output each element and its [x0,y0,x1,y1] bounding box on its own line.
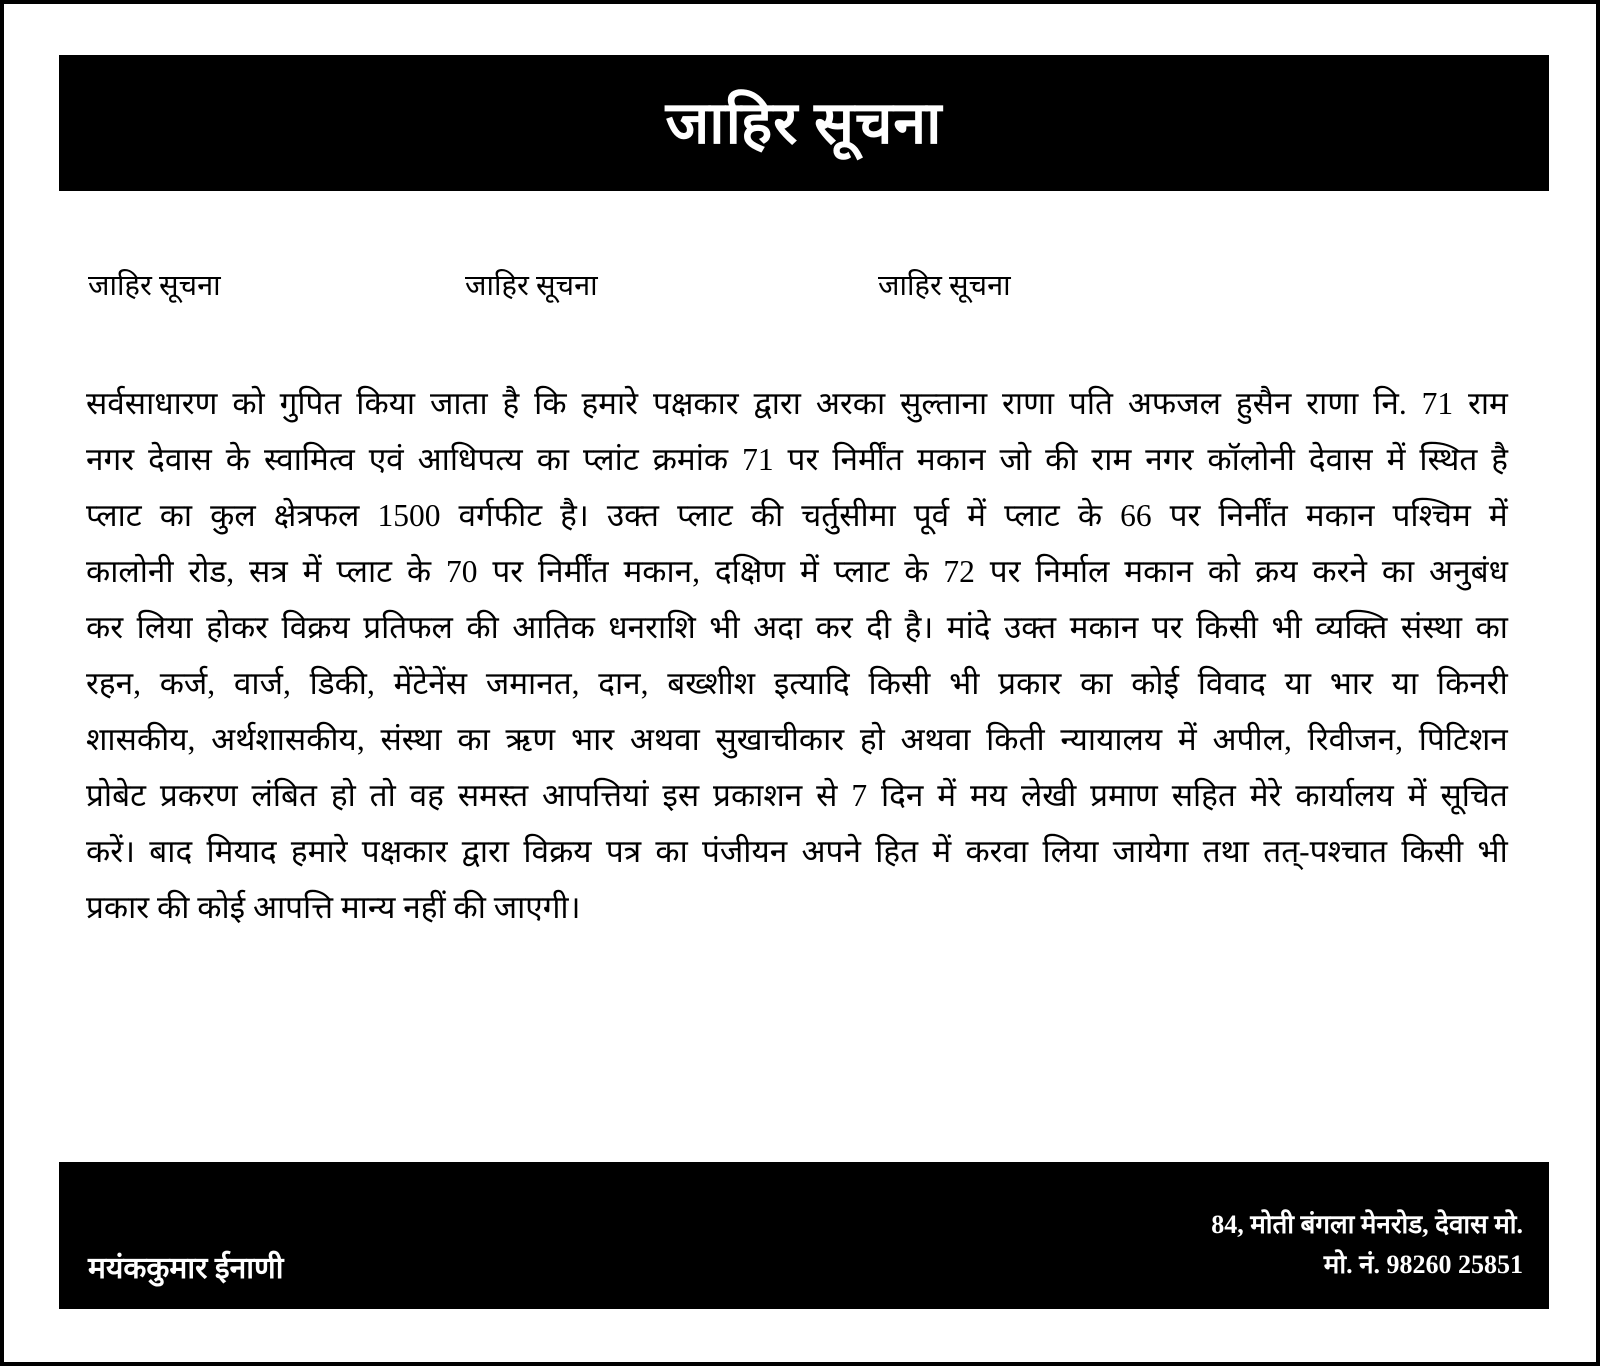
subheader-row [88,262,1118,310]
body-word: राणा [1306,386,1359,421]
body-word: तत्-पश्चात [1263,834,1388,869]
body-line [86,768,1508,824]
body-word: जो [999,442,1032,477]
body-word: निर्मींत [537,554,609,589]
body-word: मकान [916,442,986,477]
body-word: पश्चिम [1392,498,1471,533]
body-word: का [159,498,193,533]
body-word: को [232,386,265,421]
body-word: पिटिशन [1418,722,1508,757]
body-word: का [1381,554,1415,589]
body-word: करें। [86,834,136,869]
body-word: का [655,834,688,869]
body-word: करने [1312,554,1367,589]
body-word: कुल [210,498,256,533]
body-word: मय [969,778,1008,813]
body-word: की [750,498,784,533]
body-word: के [1077,498,1103,533]
body-word: रोड, [188,554,235,589]
body-line [86,376,1508,432]
phone-line: मो. नं. 98260 25851 [1323,1250,1523,1279]
body-word: विक्रय [281,610,350,645]
body-word: नगर [1145,442,1194,477]
body-word: न्यायालय [1060,722,1163,757]
body-word: तो [369,778,396,813]
body-word: हमारे [290,834,348,869]
body-word: 66 [1120,498,1152,533]
body-word: प्रमाण [1090,778,1158,813]
body-word: के [406,554,432,589]
body-word: की [1045,442,1078,477]
body-word: सुल्ताना [900,386,988,421]
body-word: मकान [1069,610,1139,645]
body-word: जाता [429,386,488,421]
body-word: निर्मींत [832,442,903,477]
body-word: पर [787,442,819,477]
body-word: अपील, [1212,722,1292,757]
body-word: इत्यादि [773,666,850,701]
body-word: प्रकरण [159,778,238,813]
body-word: का [536,442,570,477]
body-word: 71 [1421,386,1454,421]
body-word: भी [709,610,740,645]
body-word: लेखी [1020,778,1077,813]
address-line: 84, मोती बंगला मेनरोड, देवास मो. [1211,1210,1523,1239]
body-word: कर्ज, [159,666,216,701]
body-word: द्वारा [461,834,510,869]
body-word: कर [86,610,124,645]
body-word: है [1491,442,1508,477]
body-word: दी [866,610,892,645]
body-word: प्लाट [677,498,733,533]
body-word: निर्नींत [1218,498,1288,533]
body-word: पर [1151,610,1183,645]
body-word: अफजल [1127,386,1221,421]
body-word: को [1207,554,1241,589]
body-word: रहन, [86,666,141,701]
body-word: ऋण [505,722,556,757]
body-word: में [937,778,957,813]
body-line [86,824,1508,880]
body-word: मकान [1124,554,1193,589]
body-word: प्रकार [998,666,1062,701]
body-word: प्रोबेट [86,778,146,813]
body-word: वह [409,778,444,813]
body-word: अपने [801,834,861,869]
body-word: पर [989,554,1021,589]
subheader-notice-1: जाहिर सूचना [88,270,221,302]
body-word: धनराशि [608,610,696,645]
body-word: में [800,554,819,589]
body-word: रिवीजन, [1307,722,1404,757]
body-word: के [904,554,929,589]
body-word: सत्र [249,554,288,589]
body-word: संस्था [1400,610,1463,645]
body-line [86,712,1508,768]
body-word: है [502,386,520,421]
body-word: का [1475,610,1508,645]
body-word: क्षेत्रफल [273,498,360,533]
body-word: स्वामित्व [263,442,355,477]
body-word: से [816,778,838,813]
body-word: लिया [136,610,193,645]
body-word: पंजीयन [702,834,788,869]
body-word: डिकी, [309,666,375,701]
body-word: वार्ज, [233,666,291,701]
body-word: जमानत, [485,666,580,701]
body-word: है। [904,610,934,645]
body-word: समस्त [457,778,529,813]
body-word: भार [570,722,615,757]
body-word: दिन [880,778,924,813]
body-word: 70 [445,554,478,589]
body-word: प्लाट [1004,498,1060,533]
body-word: कॉलोनी [1207,442,1295,477]
body-line [86,656,1508,712]
body-word: लिया [1042,834,1099,869]
body-word: मेरे [1249,778,1282,813]
body-word: तथा [1202,834,1249,869]
body-word: 71 [742,442,774,477]
body-word: दान, [598,666,649,701]
body-word: चर्तुसीमा [801,498,896,533]
body-word: नि. [1373,386,1407,421]
body-word: कालोनी [86,554,174,589]
body-word: अरका [815,386,886,421]
body-word: दक्षिण [714,554,786,589]
body-line [86,432,1508,488]
body-word: नगर [86,442,135,477]
body-word: में [1488,498,1508,533]
body-word: में [1177,722,1197,757]
body-word: भी [949,666,980,701]
body-word: अदा [753,610,803,645]
body-word: मकान [1305,498,1375,533]
body-word: अनुबंध [1429,554,1508,589]
body-word: या [1391,666,1419,701]
body-word: हित [875,834,919,869]
body-word: किसी [868,666,931,701]
body-word: करवा [965,834,1029,869]
body-word: बाद [149,834,193,869]
body-line [86,600,1508,656]
body-word: मेंटेनेंस [393,666,468,701]
body-word: अर्थशासकीय, [211,722,365,757]
body-word: मकान, [623,554,700,589]
body-word: जायेगा [1112,834,1189,869]
body-word: मांदे [946,610,991,645]
body-word: सहित [1171,778,1236,813]
body-word: अथवा [900,722,971,757]
body-word: कोई [1131,666,1180,701]
body-word: में [1407,778,1427,813]
body-word: का [457,722,490,757]
body-word: आतिक [512,610,595,645]
body-word: में [302,554,322,589]
body-word: हुसैन [1235,386,1292,421]
body-word: 1500 [377,498,441,533]
body-word: देवास [148,442,212,477]
body-word: 72 [943,554,975,589]
subheader-notice-2: जाहिर सूचना [465,270,598,302]
body-word: प्लांट [583,442,639,477]
contact-block [1211,1205,1523,1285]
body-word: होकर [206,610,269,645]
body-word: मियाद [206,834,277,869]
body-word: है। [560,498,589,533]
body-word: प्लाट [336,554,392,589]
body-word: क्रमांक [652,442,729,477]
body-word: राणा [1002,386,1055,421]
body-word: हो [859,722,885,757]
body-word: किती [986,722,1045,757]
body-word: राम [1468,386,1508,421]
body-line [86,488,1508,544]
body-word: शासकीय, [86,722,196,757]
body-word: द्वारा [753,386,801,421]
body-word: हो [330,778,356,813]
body-word: पूर्व [913,498,950,533]
body-word: भी [1477,834,1508,869]
body-word: किसी [1401,834,1464,869]
body-word: किसी [1196,610,1258,645]
body-word: की [466,610,499,645]
body-word: किया [356,386,416,421]
body-word: सूचित [1440,778,1508,813]
body-word: पति [1068,386,1113,421]
body-word: कर [815,610,853,645]
body-word: पत्र [605,834,642,869]
notice-body [86,376,1508,936]
body-word: एवं [368,442,404,477]
body-word: राम [1091,442,1132,477]
body-word: बख्शीश [667,666,756,701]
body-line-text: प्रकार की कोई आपत्ति मान्य नहीं की जाएगी। [86,890,581,925]
body-word: प्लाट [833,554,890,589]
body-word: देवास [1308,442,1373,477]
body-word: प्रकाशन [713,778,803,813]
body-word: का [1080,666,1113,701]
body-word: आपत्तियां [542,778,649,813]
body-word: में [967,498,987,533]
body-word: संस्था [380,722,442,757]
advocate-name: मयंककुमार ईनाणी [88,1252,284,1285]
body-word: के [225,442,250,477]
body-word: व्यक्ति [1315,610,1388,645]
body-word: उक्त [606,498,660,533]
title-band [59,55,1549,191]
body-word: भार [1329,666,1373,701]
body-word: में [1386,442,1406,477]
body-word: प्रतिफल [363,610,453,645]
body-word: गुपित [279,386,342,421]
body-word: स्थित [1419,442,1478,477]
body-word: प्लाट [86,498,142,533]
body-word: विवाद [1197,666,1266,701]
body-word: पर [1169,498,1201,533]
body-word: पक्षकार [361,834,448,869]
body-word: वर्गफीट [458,498,543,533]
body-word: किनरी [1436,666,1508,701]
body-word: विक्रय [523,834,592,869]
body-word: सुखाचीकार [715,722,845,757]
body-word: या [1284,666,1312,701]
footer-band [59,1162,1549,1309]
body-word: उक्त [1004,610,1057,645]
body-line [86,544,1508,600]
body-word: कार्यालय [1295,778,1394,813]
body-word: 7 [851,778,868,813]
body-word: पर [492,554,524,589]
subheader-notice-3: जाहिर सूचना [878,270,1011,302]
body-word: अथवा [629,722,700,757]
body-word: क्रय [1255,554,1298,589]
body-word: निर्माल [1035,554,1110,589]
body-word: में [932,834,952,869]
body-word: सर्वसाधारण [86,386,218,421]
body-word: लंबित [251,778,317,813]
body-word: इस [662,778,700,813]
body-word: पक्षकार [652,386,739,421]
body-word: कि [534,386,567,421]
body-word: हमारे [581,386,639,421]
body-word: भी [1271,610,1302,645]
body-line [86,880,1508,936]
page-title: जाहिर सूचना [665,89,943,156]
body-word: आधिपत्य [417,442,523,477]
